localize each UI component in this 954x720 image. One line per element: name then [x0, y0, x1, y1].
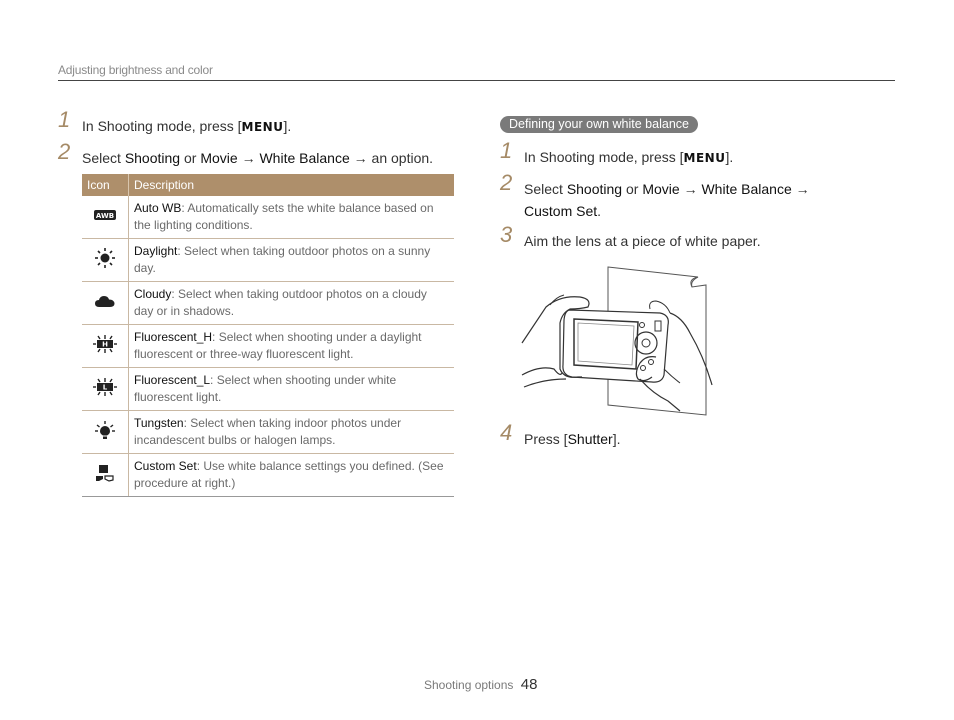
- step-number: 3: [500, 222, 513, 247]
- fluorescent-l-icon: [93, 378, 117, 396]
- table-cell-description: Auto WB: Automatically sets the white balance based on the lighting conditions.: [129, 196, 455, 239]
- table-row: [82, 411, 454, 454]
- daylight-icon: [94, 247, 116, 269]
- camera-aim-illustration: [520, 265, 715, 417]
- step-number: 1: [500, 138, 513, 163]
- step-text: Custom Set.: [524, 203, 602, 219]
- step-text: Aim the lens at a piece of white paper.: [524, 233, 761, 249]
- step-text: In Shooting mode, press [MENU].: [82, 118, 292, 134]
- table-row: [82, 282, 454, 325]
- table-row: [82, 368, 454, 411]
- header-divider: [58, 80, 895, 81]
- table-row: [82, 196, 454, 239]
- tungsten-icon: [94, 420, 116, 440]
- white-balance-table: [82, 174, 454, 497]
- table-cell-description: Tungsten: Select when taking indoor photos under incandescent bulbs or halogen lamps.: [129, 411, 455, 454]
- step-text: In Shooting mode, press [MENU].: [524, 149, 734, 165]
- table-cell-description: Daylight: Select when taking outdoor photos on a sunny day.: [129, 239, 455, 282]
- step-text: Press [Shutter].: [524, 431, 621, 447]
- table-cell-description: Fluorescent_H: Select when shooting under a daylight fluorescent or three-way fluorescent light.: [129, 325, 455, 368]
- table-cell-description: Fluorescent_L: Select when shooting under white fluorescent light.: [129, 368, 455, 411]
- menu-key-icon: MENU: [683, 151, 726, 165]
- custom-set-icon: [94, 464, 116, 482]
- table-row: [82, 454, 454, 497]
- cloudy-icon: [94, 293, 116, 309]
- footer-section-title: Shooting options: [424, 678, 514, 692]
- table-header-description: Description: [129, 174, 455, 196]
- page-footer: [424, 676, 537, 693]
- header-title: Adjusting brightness and color: [58, 63, 213, 77]
- table-cell-description: Cloudy: Select when taking outdoor photos on a cloudy day or in shadows.: [129, 282, 455, 325]
- step-number: 2: [500, 170, 513, 195]
- step-number: 4: [500, 420, 513, 445]
- page-number: 48: [520, 676, 538, 693]
- step-number: 2: [58, 139, 71, 164]
- table-row: [82, 325, 454, 368]
- fluorescent-h-icon: [93, 335, 117, 353]
- svg-text:L: L: [102, 383, 108, 391]
- auto-wb-icon: [93, 208, 117, 222]
- step-number: 1: [58, 107, 71, 132]
- section-label-badge: Defining your own white balance: [500, 116, 698, 133]
- svg-text:H: H: [102, 340, 108, 348]
- step-text: Select Shooting or Movie → White Balance →: [524, 181, 810, 197]
- table-header-icon: Icon: [82, 174, 129, 196]
- table-row: [82, 239, 454, 282]
- table-cell-description: Custom Set: Use white balance settings you defined. (See procedure at right.): [129, 454, 455, 497]
- step-text: Select Shooting or Movie → White Balance → an option.: [82, 150, 434, 166]
- menu-key-icon: MENU: [241, 120, 284, 134]
- svg-text:AWB: AWB: [95, 211, 115, 220]
